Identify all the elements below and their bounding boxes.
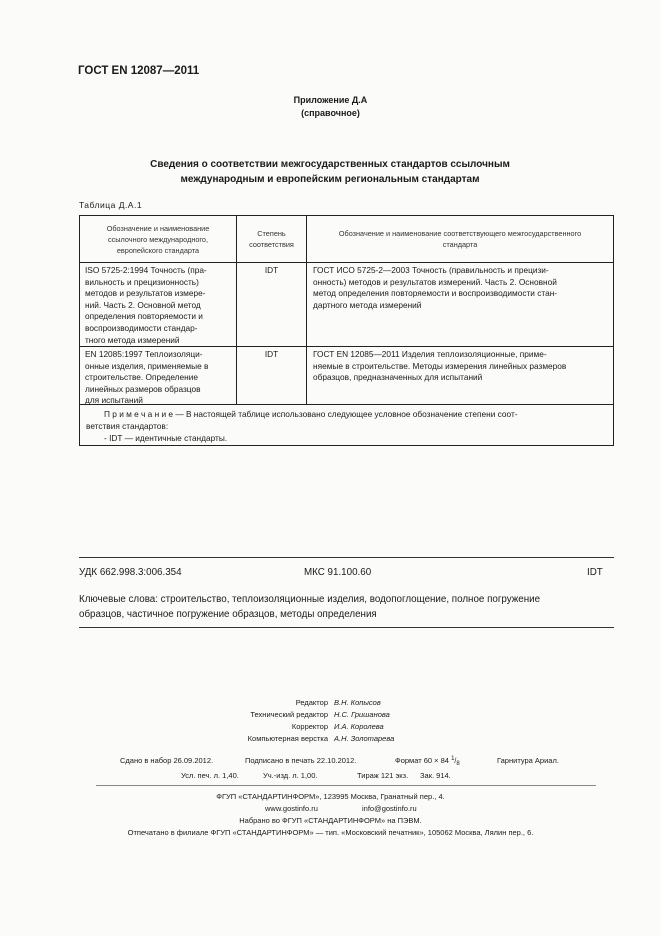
section-title-line: международным и европейским региональным стандартам	[180, 174, 480, 185]
fraction-numerator: 1	[451, 756, 455, 762]
header-divider	[80, 262, 613, 263]
credit-name: Н.С. Гришанова	[334, 710, 390, 719]
cell-line: ISO 5725-2:1994 Точность (пра-	[85, 265, 207, 275]
header-line: Степень	[257, 229, 286, 238]
print-info: Тираж 121 экз.	[357, 771, 409, 780]
table-row-gost	[313, 349, 611, 384]
cell-line: ГОСТ EN 12085—2011 Изделия теплоизоляционные, приме-	[313, 349, 547, 359]
header-degree	[237, 228, 306, 250]
correspondence-table	[79, 215, 614, 446]
keywords-line: образцов, частичное погружение образцов, методы определения	[79, 608, 377, 620]
publisher-address: ФГУП «СТАНДАРТИНФОРМ», 123995 Москва, Гранатный пер., 4.	[216, 792, 445, 801]
format-text: Формат 60 × 84	[395, 756, 449, 765]
credit-name: В.Н. Копысов	[334, 698, 381, 707]
credit-name: И.А. Королева	[334, 722, 384, 731]
header-line: европейского стандарта	[116, 246, 200, 255]
cell-line: определения повторяемости и	[85, 311, 203, 322]
publisher-email: info@gostinfo.ru	[362, 804, 417, 813]
cell-line: EN 12085:1997 Теплоизоляци-	[85, 349, 203, 359]
cell-line: онные изделия, применяемые в	[85, 360, 209, 371]
udk-code: УДК 662.998.3:006.354	[79, 567, 182, 578]
mks-code: МКС 91.100.60	[304, 567, 372, 578]
credit-role: Компьютерная верстка	[247, 734, 328, 743]
cell-line: онность) методов и результатов измерений. Часть 2. Основной	[313, 276, 557, 287]
fraction-denominator: 8	[456, 761, 460, 767]
divider-rule	[79, 627, 614, 628]
appendix-title: Приложение Д.А	[293, 95, 368, 105]
credit-role: Корректор	[291, 722, 328, 731]
note-text: — В настоящей таблице использовано следующее условное обозначение степени соот-	[173, 409, 518, 419]
cell-line: ний. Часть 2. Основной метод	[85, 299, 201, 310]
cell-line: метод определения повторяемости и воспроизводимости стан-	[313, 288, 558, 299]
table-row-degree: IDT	[264, 349, 279, 359]
section-title-line: Сведения о соответствии межгосударственных стандартов ссылочным	[150, 159, 510, 170]
table-row-reference	[85, 349, 233, 407]
cell-line: вильность и прецизионность)	[85, 276, 199, 287]
table-row-reference	[85, 265, 233, 346]
cell-line: методов и результатов измере-	[85, 288, 206, 299]
section-title	[100, 157, 560, 187]
header-line: стандарта	[442, 240, 478, 249]
document-code: ГОСТ EN 12087—2011	[78, 65, 200, 77]
publisher-typeset: Набрано во ФГУП «СТАНДАРТИНФОРМ» на ПЭВМ.	[239, 816, 422, 825]
cell-line: тного метода измерений	[85, 334, 180, 345]
publisher-website: www.gostinfo.ru	[265, 804, 318, 813]
header-gost	[307, 228, 613, 250]
header-line: Обозначение и наименование	[106, 224, 210, 233]
cell-line: дартного метода измерений	[313, 299, 422, 310]
cell-line: воспроизводимости стандар-	[85, 322, 198, 333]
header-reference	[80, 223, 236, 256]
print-info: Гарнитура Ариал.	[497, 756, 559, 765]
print-info: Подписано в печать 22.10.2012.	[245, 756, 357, 765]
print-format: Формат 60 × 84 $^1/_8$	[395, 756, 460, 767]
credit-role: Редактор	[295, 698, 328, 707]
print-info: Сдано в набор 26.09.2012.	[120, 756, 214, 765]
credit-role: Технический редактор	[250, 710, 328, 719]
header-line: соответствия	[249, 240, 294, 249]
keywords	[79, 593, 614, 622]
idt-mark: IDT	[587, 567, 603, 578]
print-info: Зак. 914.	[420, 771, 451, 780]
credit-name: А.Н. Золотарева	[334, 734, 395, 743]
cell-line: для испытаний	[85, 395, 143, 406]
header-line: Обозначение и наименование соответствующего межгосударственного	[338, 229, 582, 238]
keywords-line: Ключевые слова: строительство, теплоизоляционные изделия, водопоглощение, полное погружение	[79, 594, 541, 605]
cell-line: ГОСТ ИСО 5725-2—2003 Точность (правильность и прецизи-	[313, 265, 549, 275]
note-line: - IDT — идентичные стандарты.	[104, 433, 228, 443]
note-lead: П р и м е ч а н и е	[104, 409, 174, 419]
cell-line: образцов, предназначенных для испытаний	[313, 372, 483, 383]
cell-line: няемые в строительстве. Методы измерения линейных размеров	[313, 360, 567, 371]
table-note	[86, 408, 608, 444]
publisher-printed: Отпечатано в филиале ФГУП «СТАНДАРТИНФОРМ» — тип. «Московский печатник», 105062 Москва, Лялин пер., 6.	[127, 828, 534, 837]
print-info: Усл. печ. л. 1,40.	[181, 771, 239, 780]
appendix-subtitle: (справочное)	[301, 108, 360, 118]
print-info: Уч.-изд. л. 1,00.	[263, 771, 318, 780]
table-label: Таблица Д.А.1	[79, 200, 143, 210]
divider-rule	[96, 785, 596, 786]
header-line: ссылочного международного,	[107, 235, 208, 244]
note-line	[86, 408, 608, 420]
divider-rule	[79, 557, 614, 558]
table-row-degree: IDT	[264, 265, 279, 275]
table-row-gost	[313, 265, 611, 311]
cell-line: линейных размеров образцов	[85, 383, 201, 394]
note-line: ветствия стандартов:	[86, 421, 169, 431]
cell-line: строительстве. Определение	[85, 372, 198, 383]
